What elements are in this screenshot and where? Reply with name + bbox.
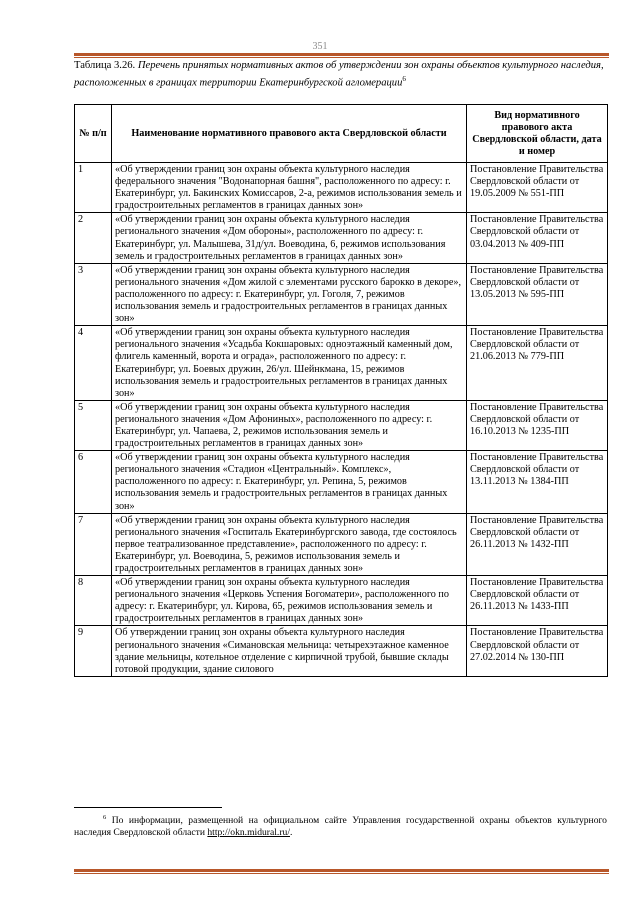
footnote-text: По информации, размещенной на официальном сайте Управления государственной охраны объектов культурного наследия Свердловской области: [74, 815, 607, 839]
header-number: № п/п: [75, 105, 112, 163]
act-name: «Об утверждении границ зон охраны объекта культурного наследия регионального значения «Госпиталь Екатеринбургского завода, где состоялось первое театрализованное представление», расположенного по адресу: г. Екатеринбург, ул. Воеводина, 5, режимов использования земель и градостроительных регламентов в границах данных зон»: [112, 513, 467, 575]
footnote-end: .: [289, 827, 293, 839]
table-row: [75, 576, 608, 626]
table-row: [75, 626, 608, 676]
row-number: 3: [75, 263, 112, 325]
footnote-link[interactable]: http://okn.midural.ru/: [207, 827, 290, 839]
row-number: 7: [75, 513, 112, 575]
row-number: 6: [75, 451, 112, 513]
act-type-date-number: Постановление Правительства Свердловской области от 26.11.2013 № 1432-ПП: [467, 513, 608, 575]
table-row: [75, 263, 608, 325]
act-type-date-number: Постановление Правительства Свердловской области от 13.05.2013 № 595-ПП: [467, 263, 608, 325]
row-number: 2: [75, 213, 112, 263]
header-act-name: Наименование нормативного правового акта Свердловской области: [112, 105, 467, 163]
regulatory-acts-table: [74, 104, 608, 677]
act-type-date-number: Постановление Правительства Свердловской области от 27.02.2014 № 130-ПП: [467, 626, 608, 676]
act-name: «Об утверждении границ зон охраны объекта культурного наследия федерального значения "Водонапорная башня", расположенного по адресу: г. Екатеринбург, ул. Бакинских Комиссаров, 2-а, режимов использования земель и градостроительных регламентов в границах данных зон»: [112, 163, 467, 213]
act-name: «Об утверждении границ зон охраны объекта культурного наследия регионального значения «Церковь Успения Богоматери», расположенного по адресу: г. Екатеринбург, ул. Кирова, 65, режимов использования земель и градостроительных регламентов в границах данных зон»: [112, 576, 467, 626]
act-name: «Об утверждении границ зон охраны объекта культурного наследия регионального значения «Дом обороны», расположенного по адресу: г. Екатеринбург, ул. Малышева, 31д/ул. Воеводина, 6, режимов использования земель и градостроительных регламентов в границах данных зон»: [112, 213, 467, 263]
footnote-marker: 6: [103, 814, 107, 821]
table-row: [75, 326, 608, 401]
table-row: [75, 213, 608, 263]
act-name: «Об утверждении границ зон охраны объекта культурного наследия регионального значения «Усадьба Кокшаровых: одноэтажный каменный дом, флигель каменный, ворота и ограда», расположенного по адресу: г. Екатеринбург, ул. Боевых дружин, 26/ул. Шейнкмана, 15, режимов использования земель и градостроительных регламентов в границах данных зон»: [112, 326, 467, 401]
act-type-date-number: Постановление Правительства Свердловской области от 16.10.2013 № 1235-ПП: [467, 400, 608, 450]
row-number: 5: [75, 400, 112, 450]
act-type-date-number: Постановление Правительства Свердловской области от 13.11.2013 № 1384-ПП: [467, 451, 608, 513]
act-name: «Об утверждении границ зон охраны объекта культурного наследия регионального значения «Стадион «Центральный». Комплекс», расположенного по адресу: г. Екатеринбург, ул. Репина, 5, режимов использования земель и градостроительных регламентов в границах данных зон»: [112, 451, 467, 513]
act-type-date-number: Постановление Правительства Свердловской области от 19.05.2009 № 551-ПП: [467, 163, 608, 213]
row-number: 9: [75, 626, 112, 676]
header-rule-thin: [74, 57, 609, 58]
footnote-reference[interactable]: 6: [402, 74, 406, 83]
table-row: [75, 513, 608, 575]
footer-rule: [74, 869, 609, 872]
footer-rule-thin: [74, 873, 609, 874]
act-type-date-number: Постановление Правительства Свердловской области от 21.06.2013 № 779-ПП: [467, 326, 608, 401]
act-name: «Об утверждении границ зон охраны объекта культурного наследия регионального значения «Дом жилой с элементами русского барокко в декоре», расположенного по адресу: г. Екатеринбург, ул. Гоголя, 7, режимов использования земель и градостроительных регламентов в границах данных зон»: [112, 263, 467, 325]
table-row: [75, 451, 608, 513]
row-number: 8: [75, 576, 112, 626]
table-caption: [74, 60, 604, 90]
act-type-date-number: Постановление Правительства Свердловской области от 03.04.2013 № 409-ПП: [467, 213, 608, 263]
footnote-separator: [74, 807, 222, 808]
footnote: [74, 812, 607, 839]
header-act-type: Вид нормативного правового акта Свердловской области, дата и номер: [467, 105, 608, 163]
table-row: [75, 400, 608, 450]
caption-title: Перечень принятых нормативных актов об утверждении зон охраны объектов культурного наследия, расположенных в границах территории Екатеринбургской агломерации: [74, 60, 604, 89]
act-name: Об утверждении границ зон охраны объекта культурного наследия регионального значения «Симановская мельница: четырехэтажное каменное здание мельницы, котельное отделение с кирпичной трубой, бывшие склады готовой продукции, здание силового: [112, 626, 467, 676]
header-rule: [74, 53, 609, 56]
table-row: [75, 163, 608, 213]
row-number: 4: [75, 326, 112, 401]
act-type-date-number: Постановление Правительства Свердловской области от 26.11.2013 № 1433-ПП: [467, 576, 608, 626]
act-name: «Об утверждении границ зон охраны объекта культурного наследия регионального значения «Дом Афониных», расположенного по адресу: г. Екатеринбург, ул. Чапаева, 2, режимов использования земель и градостроительных регламентов в границах данных зон»: [112, 400, 467, 450]
row-number: 1: [75, 163, 112, 213]
page-number: 351: [312, 41, 328, 52]
caption-number: Таблица 3.26.: [74, 60, 136, 71]
